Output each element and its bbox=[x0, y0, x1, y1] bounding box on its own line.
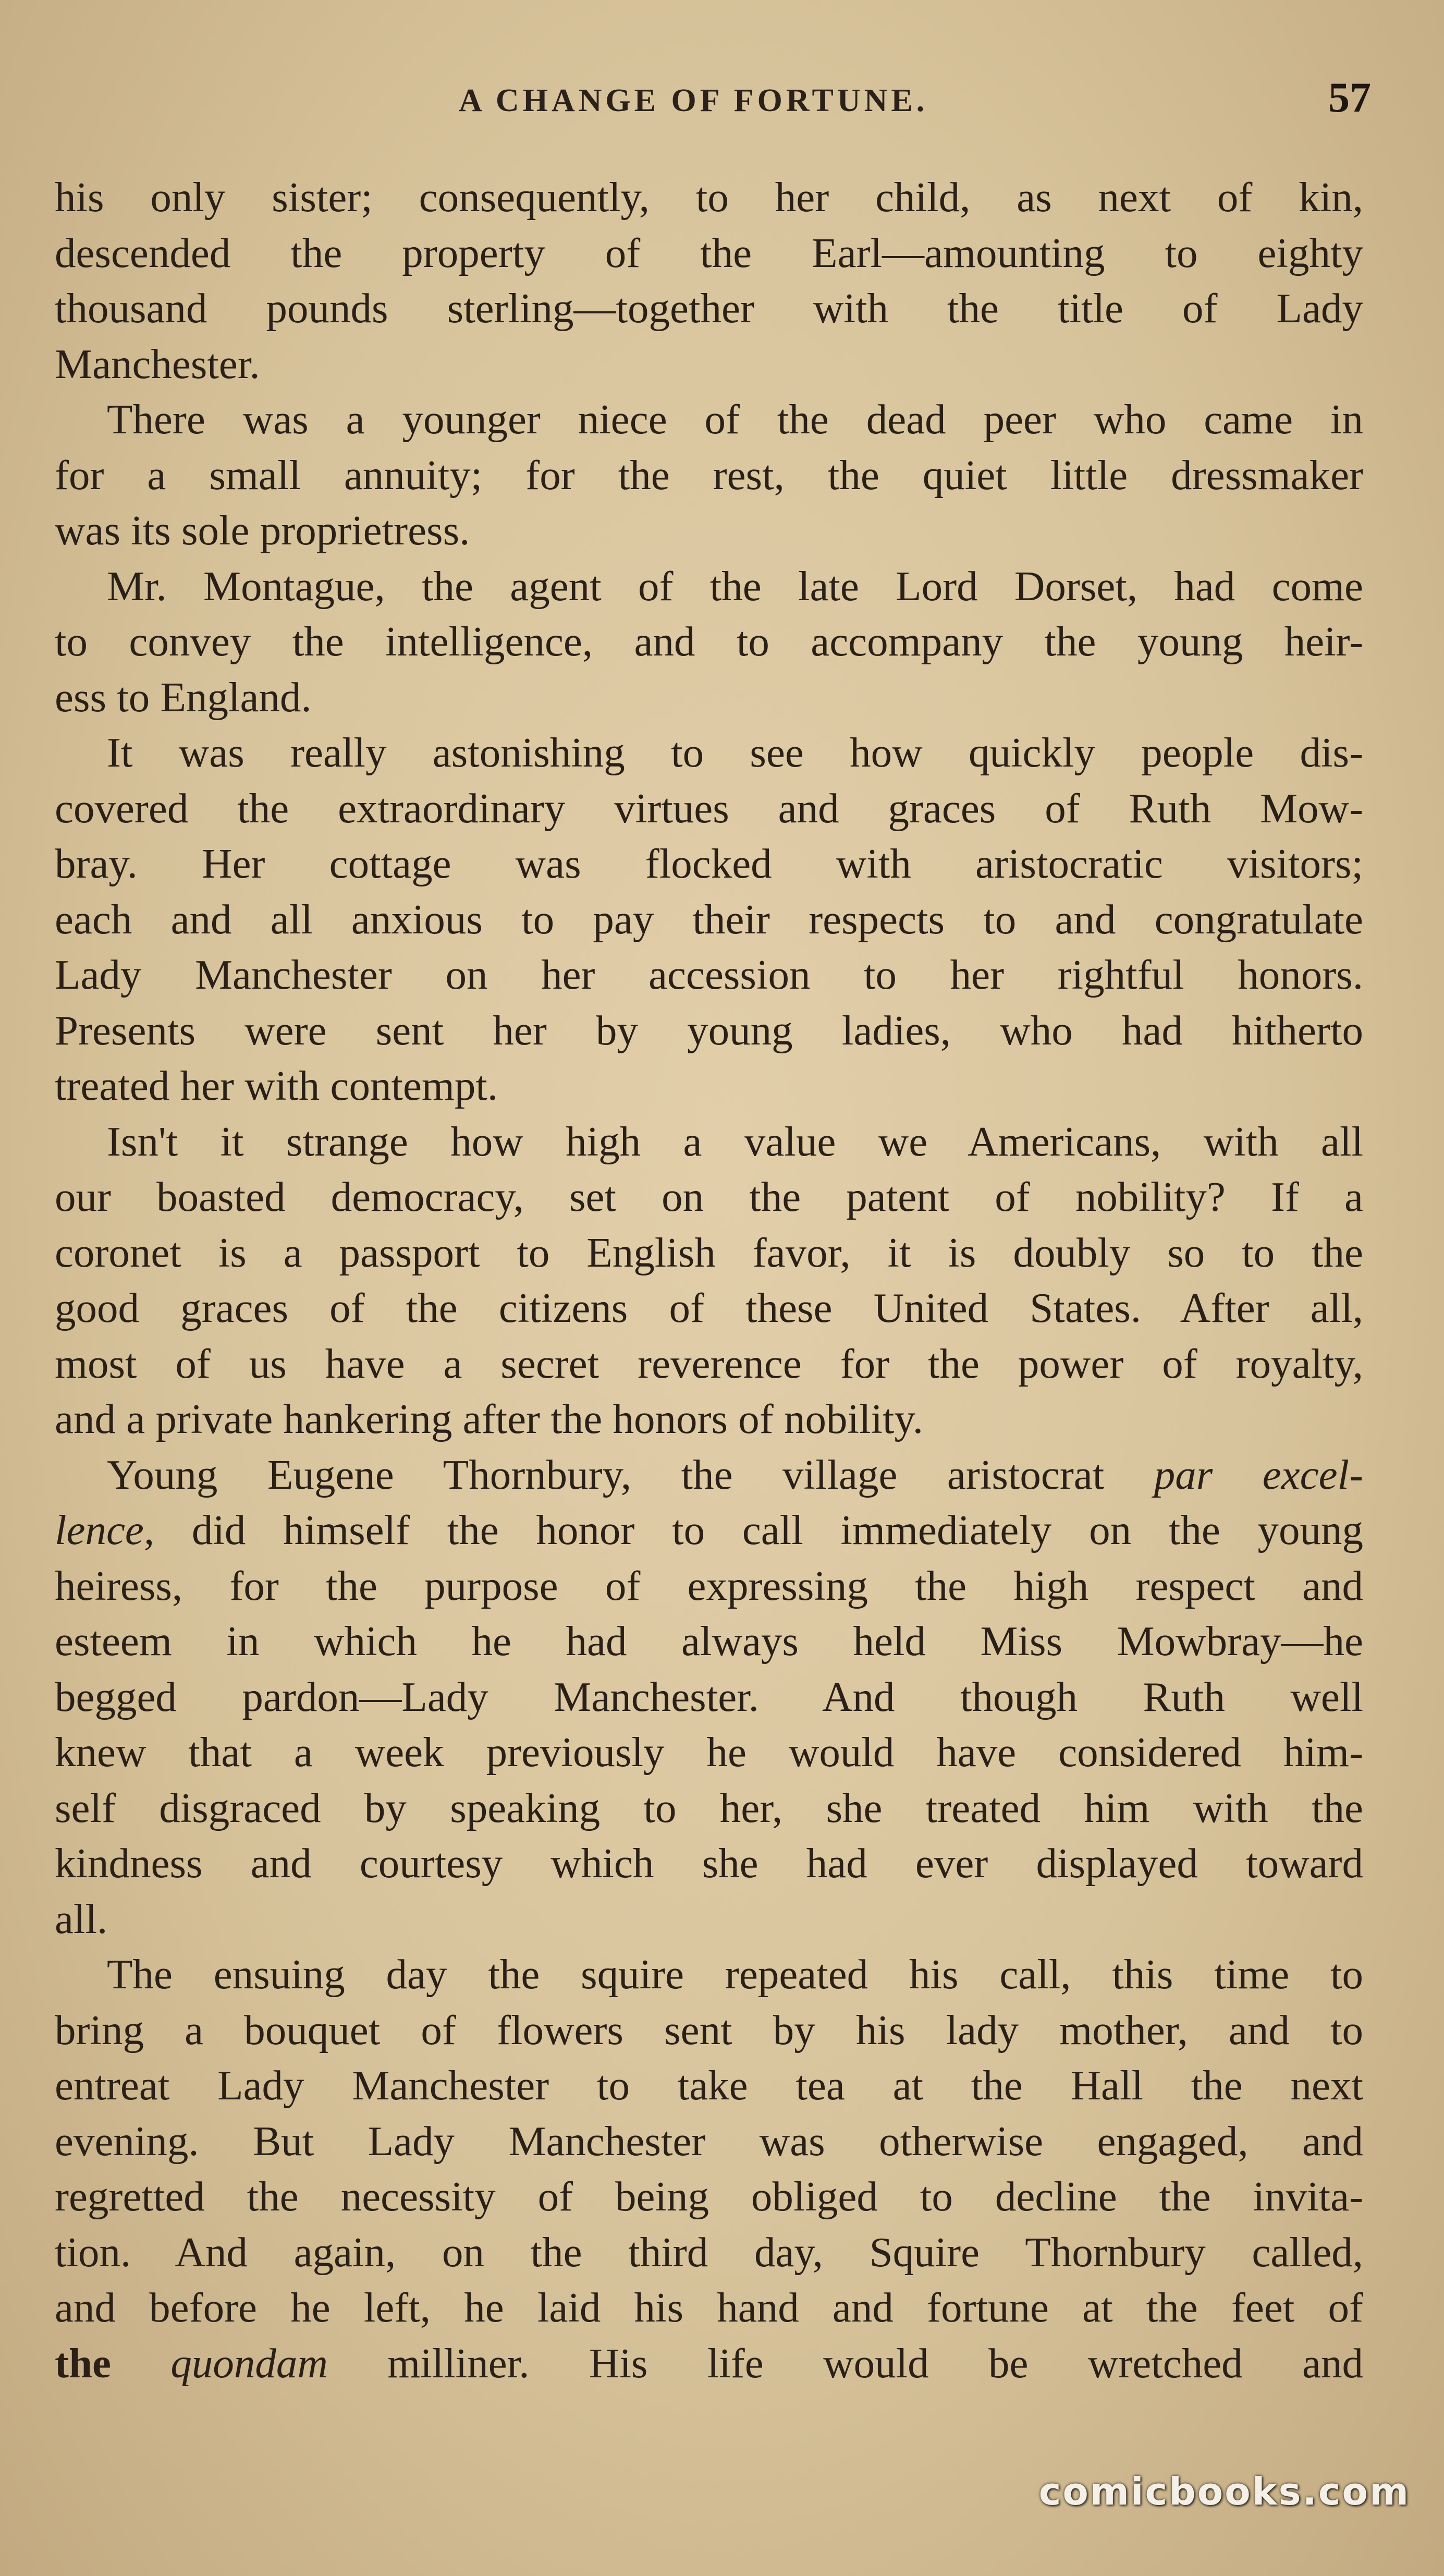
text-line: for a small annuity; for the rest, the quiet little dressmaker bbox=[55, 451, 1363, 499]
body-text bbox=[55, 169, 1363, 2391]
text-line: bray. Her cottage was flocked with aristocratic visitors; bbox=[55, 840, 1363, 887]
page-header bbox=[0, 73, 1444, 130]
text-line: and a private hankering after the honors of nobility. bbox=[55, 1395, 923, 1442]
text-line: coronet is a passport to English favor, it is doubly so to the bbox=[55, 1229, 1363, 1276]
page-number: 57 bbox=[1328, 74, 1371, 121]
text-line: descended the property of the Earl—amounting to eighty bbox=[55, 229, 1363, 276]
text-line: and before he left, he laid his hand and fortune at the feet of bbox=[55, 2284, 1363, 2331]
text-line: Presents were sent her by young ladies, who had hitherto bbox=[55, 1006, 1363, 1054]
running-title: A CHANGE OF FORTUNE. bbox=[459, 83, 928, 118]
watermark: comicbooks.com bbox=[1038, 2470, 1410, 2513]
text-line: treated her with contempt. bbox=[55, 1062, 498, 1109]
text-line: covered the extraordinary virtues and graces of Ruth Mow- bbox=[55, 784, 1363, 832]
text-run: milliner. His life would be wretched and bbox=[387, 2339, 1364, 2387]
text-line: was its sole proprietress. bbox=[55, 507, 470, 554]
text-line: thousand pounds sterling—together with the title of Lady bbox=[55, 285, 1363, 332]
text-line bbox=[55, 1502, 1363, 1558]
text-line: self disgraced by speaking to her, she treated him with the bbox=[55, 1784, 1363, 1831]
text-line: It was really astonishing to see how quickly people dis- bbox=[107, 729, 1363, 776]
text-line: begged pardon—Lady Manchester. And though Ruth well bbox=[55, 1673, 1363, 1720]
text-line: esteem in which he had always held Miss Mowbray—he bbox=[55, 1618, 1363, 1664]
text-run: the bbox=[55, 2339, 111, 2387]
italic-phrase: quondam bbox=[170, 2339, 328, 2387]
text-line: evening. But Lady Manchester was otherwise engaged, and bbox=[55, 2117, 1363, 2165]
text-line: most of us have a secret reverence for the power of royalty, bbox=[55, 1340, 1363, 1387]
text-line: his only sister; consequently, to her child, as next of kin, bbox=[55, 174, 1363, 221]
text-line: our boasted democracy, set on the patent of nobility? If a bbox=[55, 1173, 1363, 1220]
text-line: Manchester. bbox=[55, 340, 260, 387]
italic-phrase: lence, bbox=[55, 1506, 155, 1553]
text-line: to convey the intelligence, and to accompany the young heir- bbox=[55, 618, 1363, 665]
text-line: each and all anxious to pay their respects to and congratulate bbox=[55, 895, 1363, 943]
text-line: good graces of the citizens of these United States. After all, bbox=[55, 1284, 1363, 1331]
text-line: knew that a week previously he would have considered him- bbox=[55, 1729, 1363, 1776]
text-line: all. bbox=[55, 1895, 108, 1942]
text-line bbox=[55, 1447, 1363, 1503]
text-line: tion. And again, on the third day, Squire Thornbury called, bbox=[55, 2228, 1363, 2276]
text-line: Isn't it strange how high a value we Americans, with all bbox=[107, 1117, 1363, 1165]
text-line: ess to England. bbox=[55, 673, 312, 721]
text-line: There was a younger niece of the dead peer who came in bbox=[107, 396, 1363, 443]
italic-phrase: par excel- bbox=[1154, 1451, 1364, 1498]
text-line bbox=[55, 2336, 1363, 2391]
text-line: regretted the necessity of being obliged to decline the invita- bbox=[55, 2173, 1363, 2220]
text-line: bring a bouquet of flowers sent by his lady mother, and to bbox=[55, 2006, 1363, 2053]
text-line: kindness and courtesy which she had ever displayed toward bbox=[55, 1840, 1363, 1887]
text-run: Young Eugene Thornbury, the village aristocrat bbox=[107, 1451, 1105, 1498]
text-line: Lady Manchester on her accession to her rightful honors. bbox=[55, 951, 1363, 998]
text-line: heiress, for the purpose of expressing the high respect and bbox=[55, 1562, 1363, 1609]
text-run: did himself the honor to call immediately on the young bbox=[191, 1506, 1364, 1553]
text-line: Mr. Montague, the agent of the late Lord Dorset, had come bbox=[107, 562, 1363, 610]
text-line: entreat Lady Manchester to take tea at the Hall the next bbox=[55, 2062, 1363, 2109]
text-line: The ensuing day the squire repeated his call, this time to bbox=[107, 1951, 1363, 1998]
